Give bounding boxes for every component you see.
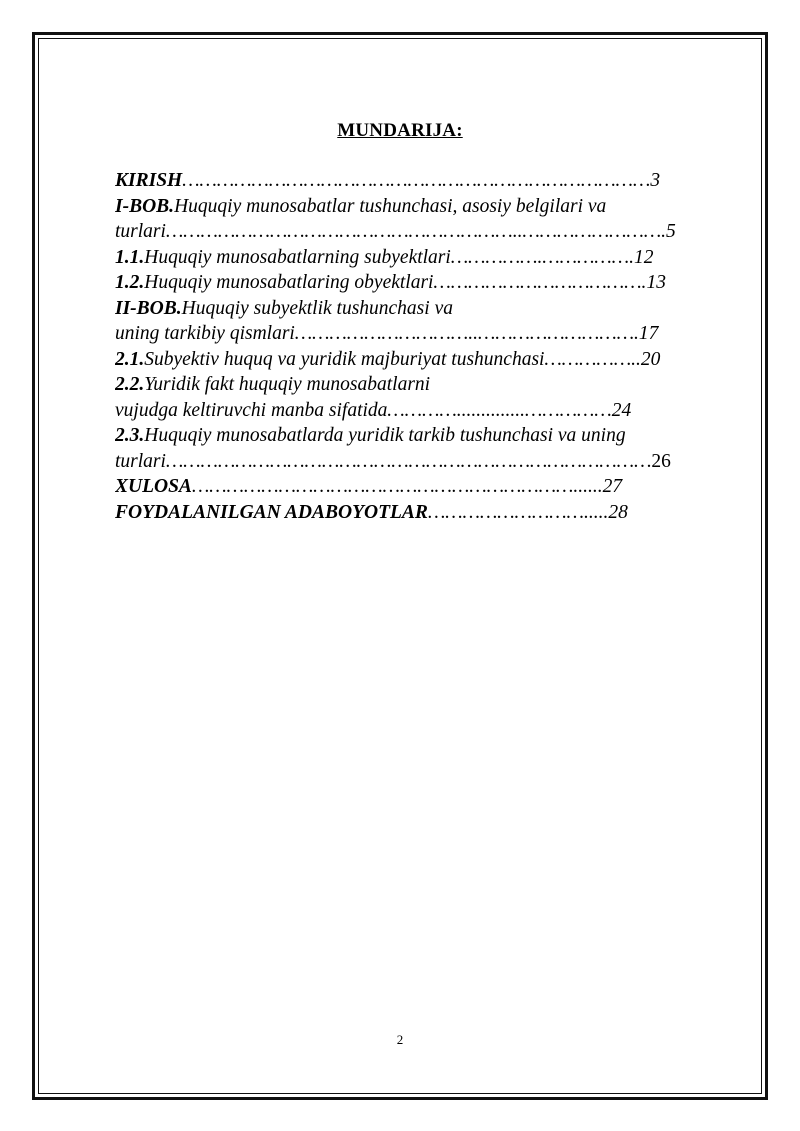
toc-entry-section-2-1[interactable]	[115, 347, 735, 373]
toc-entry-label: I-BOB.	[115, 195, 175, 217]
toc-entry-title: Subyektiv huquq va yuridik majburiyat tushunchasi	[144, 348, 545, 370]
toc-entry-chapter-1-cont[interactable]	[115, 219, 735, 245]
page-title: MUNDARIJA:	[337, 120, 463, 141]
toc-entry-label: KIRISH	[115, 170, 183, 191]
toc-page-number: 13	[646, 272, 666, 293]
toc-entry-label: FOYDALANILGAN ADABOYOTLAR	[115, 501, 428, 523]
toc-page-number: 17	[638, 323, 659, 344]
toc-entry-title: vujudga keltiruvchi manba sifatida	[115, 399, 388, 421]
toc-page-number: 28	[608, 501, 628, 523]
toc-page-number: 27	[602, 476, 623, 497]
toc-page-number: 12	[633, 246, 654, 268]
toc-entry-kirish[interactable]	[115, 168, 735, 194]
toc-leader: ……………..	[544, 348, 641, 370]
toc-entry-chapter-2-cont[interactable]	[115, 321, 735, 347]
toc-page-number: 3	[650, 170, 661, 191]
toc-entry-label: 2.2.	[115, 374, 145, 395]
toc-leader: …………………………………………………………......	[191, 476, 603, 497]
toc-entry-label: 2.3.	[115, 425, 145, 446]
toc-entry-chapter-2[interactable]	[115, 296, 735, 322]
toc-entry-label: XULOSA	[115, 476, 192, 497]
table-of-contents	[115, 168, 735, 525]
toc-entry-xulosa[interactable]	[115, 474, 735, 500]
toc-entry-section-2-3-cont[interactable]	[115, 449, 735, 475]
toc-entry-section-2-2[interactable]	[115, 372, 735, 398]
toc-entry-title: uning tarkibiy qismlari	[115, 323, 295, 344]
toc-page-number: 20	[640, 348, 661, 370]
toc-entry-section-2-2-cont[interactable]	[115, 398, 735, 424]
toc-entry-references[interactable]	[115, 500, 735, 526]
toc-entry-title: Huquqiy munosabatlar tushunchasi, asosiy belgilari va	[174, 195, 607, 217]
toc-leader: …………………………..……………………….	[294, 323, 639, 344]
toc-entry-label: II-BOB.	[115, 297, 182, 319]
toc-entry-title: Huquqiy munosabatlaring obyektlari	[144, 272, 434, 293]
toc-entry-title: turlari	[115, 221, 166, 242]
toc-leader: …………….…………….	[450, 246, 634, 268]
toc-leader: …………..............……………	[387, 399, 612, 421]
toc-entry-title: turlari	[115, 450, 166, 472]
toc-page-number: 5	[666, 221, 676, 242]
toc-entry-title: Huquqiy munosabatlarning subyektlari	[144, 246, 451, 268]
toc-entry-section-1-2[interactable]	[115, 270, 735, 296]
toc-entry-title: Yuridik fakt huquqiy munosabatlarni	[144, 374, 431, 395]
toc-leader: ……………………………………………………..…………………….	[165, 221, 667, 242]
toc-leader: ………………………………………………………………………	[182, 170, 651, 191]
toc-entry-chapter-1[interactable]	[115, 194, 735, 220]
toc-page-number: 24	[611, 399, 632, 421]
toc-entry-section-2-3[interactable]	[115, 423, 735, 449]
toc-leader: …………………………………………………………………………	[165, 450, 652, 472]
toc-leader: ……………………….....	[427, 501, 609, 523]
toc-entry-label: 1.1.	[115, 246, 145, 268]
toc-leader: ……………………………….	[433, 272, 647, 293]
page-number: 2	[396, 1032, 404, 1047]
toc-entry-title: Huquqiy subyektlik tushunchasi va	[181, 297, 453, 319]
toc-entry-label: 2.1.	[115, 348, 145, 370]
toc-entry-section-1-1[interactable]	[115, 245, 735, 271]
toc-page-number: 26	[651, 450, 671, 472]
toc-entry-label: 1.2.	[115, 272, 145, 293]
toc-entry-title: Huquqiy munosabatlarda yuridik tarkib tushunchasi va uning	[144, 425, 626, 446]
